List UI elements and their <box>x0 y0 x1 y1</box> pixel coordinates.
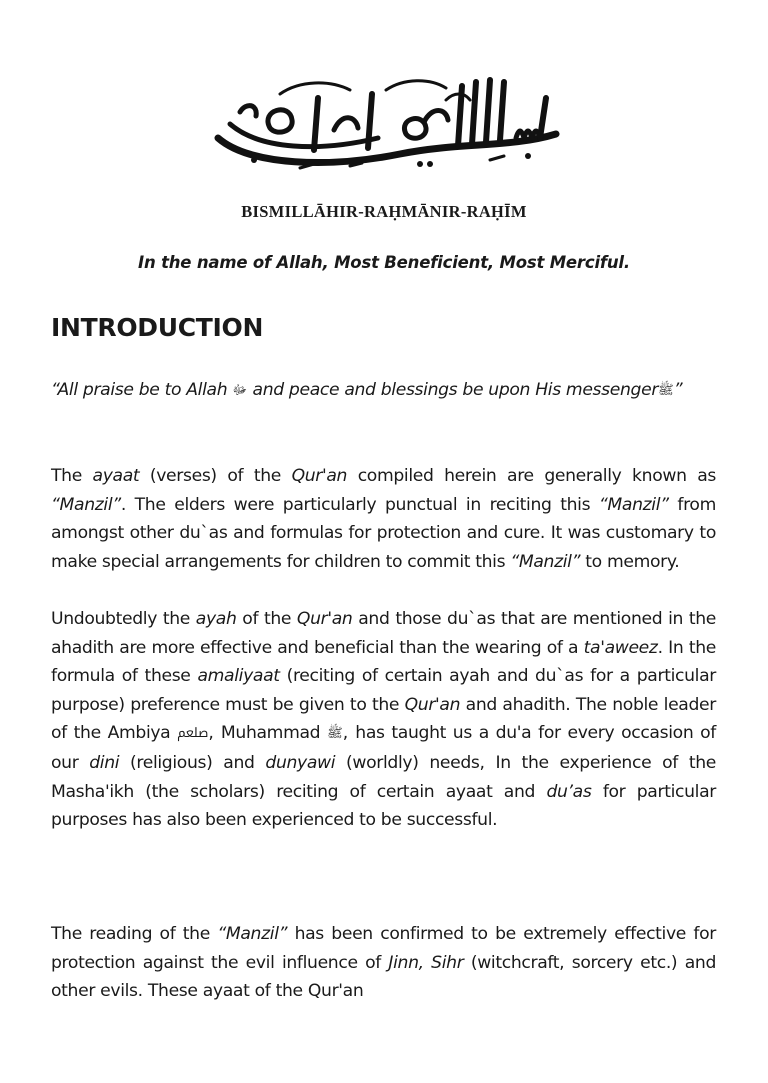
text-run: for particular purposes has also been experienced to be successful. <box>51 781 716 831</box>
bismillah-calligraphy <box>210 68 564 172</box>
text-run: has been confirmed to be extremely effective for protection against the evil influence of <box>51 924 717 973</box>
text-run: compiled herein are generally known as <box>347 466 716 486</box>
italic-term: “Manzil” <box>51 494 121 515</box>
text-run: of the <box>236 609 297 629</box>
italic-term: “Manzil” <box>510 551 581 572</box>
text-run: (religious) and <box>119 752 266 773</box>
text-run: The <box>51 466 93 486</box>
honorific-glyph: ﷻ <box>232 383 248 398</box>
text-run: ” <box>673 380 683 400</box>
transliteration: BISMILLĀHIR-RAḤMĀNIR-RAḤĪM <box>241 202 527 221</box>
text-run: (verses) of the <box>139 466 292 486</box>
praise-paragraph <box>51 376 716 406</box>
text-run: and those du`as that are mentioned in the ahadith are more effective and beneficial than the wearing of a <box>51 609 716 658</box>
italic-term: Qur'an <box>404 694 461 715</box>
paragraph-1 <box>51 462 716 576</box>
translation-line: In the name of Allah, Most Beneficient, Most Merciful. <box>138 253 630 272</box>
italic-term: amaliyaat <box>197 666 280 687</box>
italic-term: ayaat <box>92 466 140 486</box>
italic-term: du’as <box>546 781 592 802</box>
text-run: to memory. <box>580 551 680 572</box>
italic-term: dini <box>89 752 120 773</box>
text-run: (witchcraft, sorcery etc.) and other evils. These ayaat of the Qur'an <box>51 952 717 1002</box>
text-run: (reciting of certain ayah and du`as for a particular purpose) preference must be given to the <box>51 666 716 715</box>
text-run: (worldly) needs, In the experience of the Masha'ikh (the scholars) reciting of certain ayaat and <box>51 752 716 802</box>
text-run: “All praise be to Allah <box>51 380 233 400</box>
honorific-glyph: ﷺ <box>658 383 674 398</box>
text-run: and peace and blessings be upon His messenger <box>247 380 659 400</box>
paragraph-3 <box>51 920 716 1006</box>
text-run: . In the formula of these <box>51 637 716 687</box>
text-run: Undoubtedly the <box>51 609 196 629</box>
honorific-glyph: ﷵ <box>177 726 209 742</box>
text-run: . The elders were particularly punctual in reciting this <box>120 494 599 515</box>
italic-term: “Manzil” <box>598 494 669 515</box>
paragraph-2 <box>51 605 716 835</box>
text-run: from amongst other du`as and formulas for protection and cure. It was customary to make special arrangements for children to commit this <box>51 494 716 572</box>
text-run: The reading of the <box>51 924 218 944</box>
text-run: , has taught us a du'a for every occasion of our <box>51 723 717 773</box>
text-run: and ahadith. The noble leader of the Ambiya <box>51 694 716 744</box>
italic-term: ta'aweez <box>583 637 658 658</box>
section-title: INTRODUCTION <box>51 313 264 342</box>
italic-term: Qur'an <box>291 466 348 486</box>
italic-term: Jinn, Sihr <box>388 952 464 973</box>
italic-term: Qur'an <box>296 609 353 629</box>
italic-term: ayah <box>195 609 237 629</box>
text-run: , Muhammad <box>208 723 327 744</box>
italic-term: dunyawi <box>265 752 336 773</box>
honorific-glyph: ﷺ <box>327 726 343 742</box>
italic-term: “Manzil” <box>217 924 288 944</box>
